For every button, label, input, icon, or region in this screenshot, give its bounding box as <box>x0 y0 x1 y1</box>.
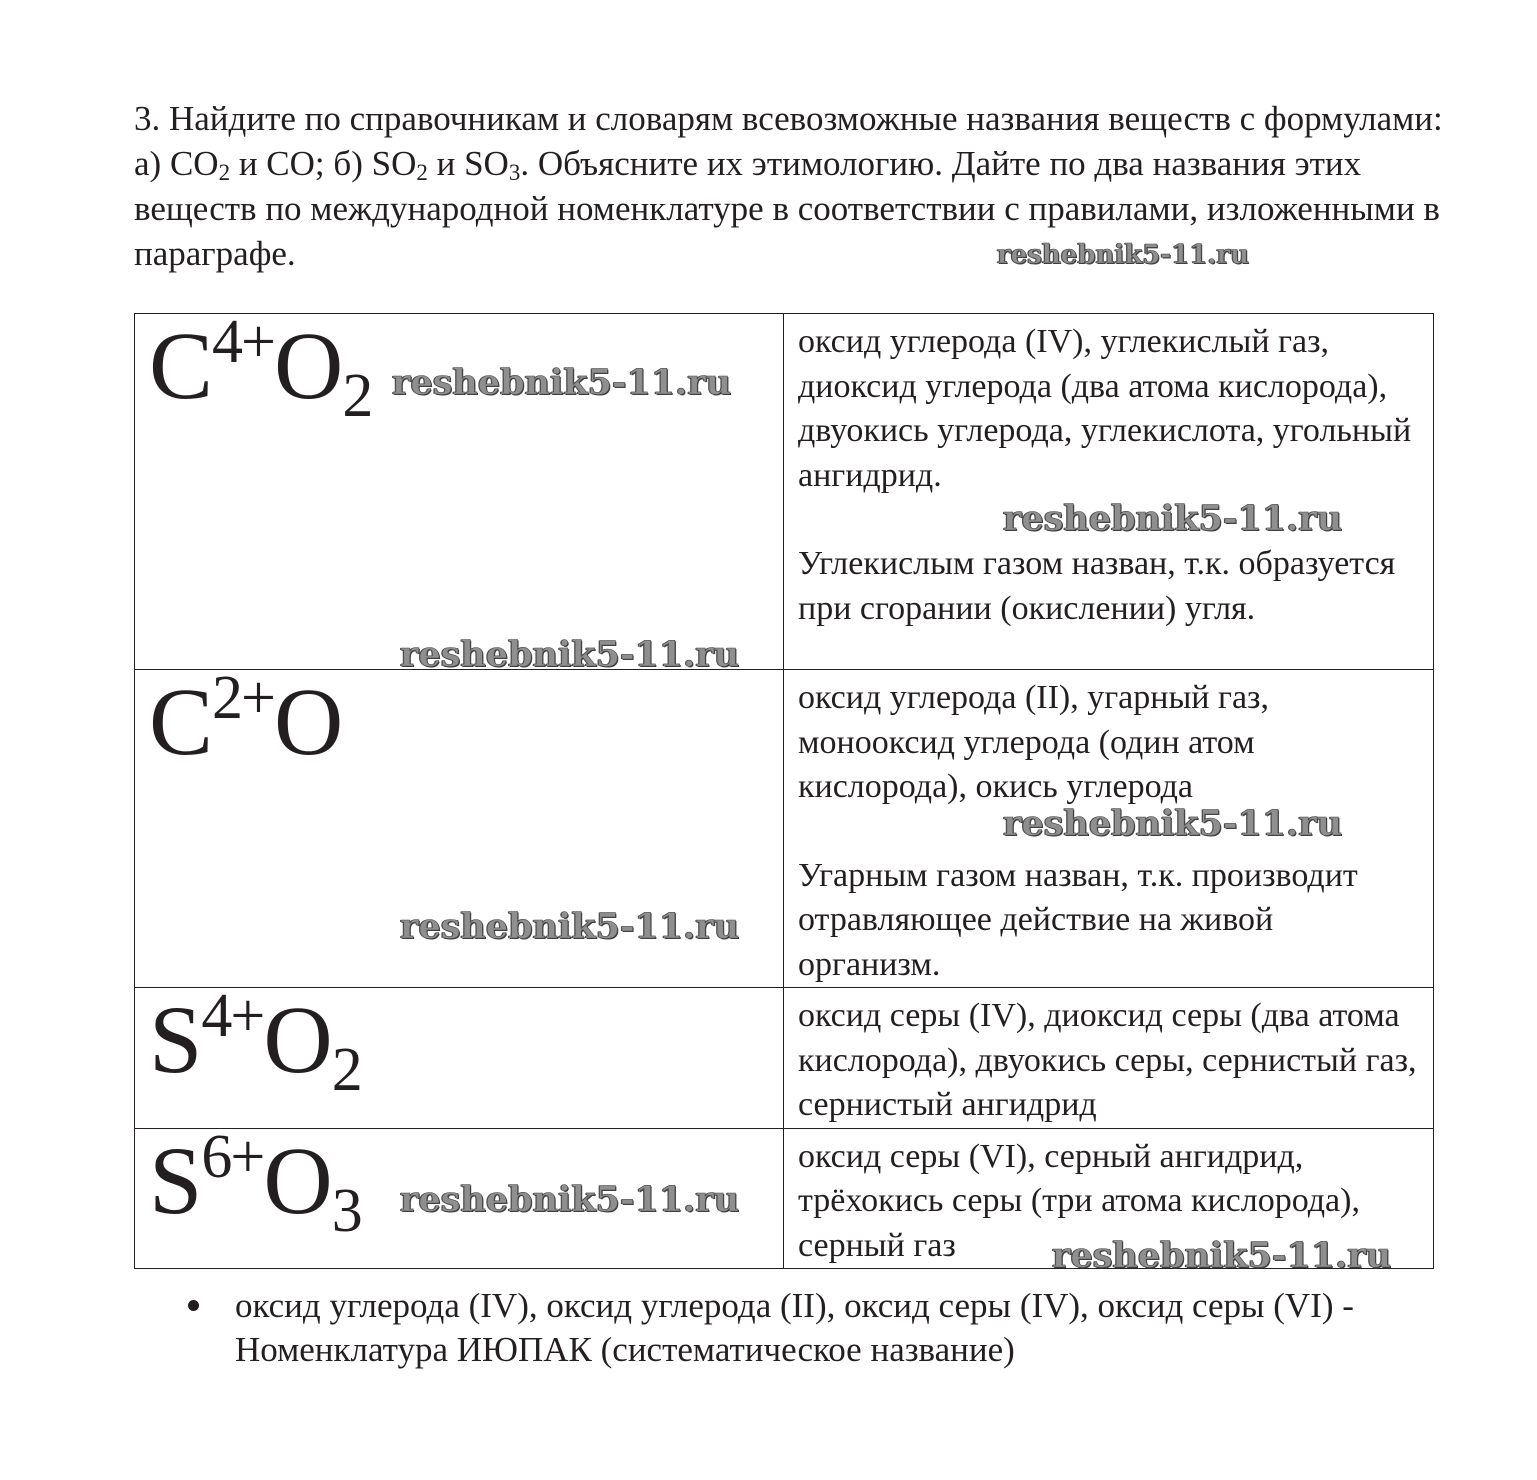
names-text: оксид углерода (IV), углекислый газ, диоксид углерода (два атома кислорода), двуокись углерода, углекислота, угольный ангидрид. <box>798 323 1412 494</box>
etymology-text: Угарным газом назван, т.к. производит отравляющее действие на живой организм. <box>798 856 1358 983</box>
bullet-icon <box>188 1300 199 1311</box>
oxidation-state: 4+ <box>201 982 264 1050</box>
oxidation-state: 6+ <box>201 1122 264 1191</box>
task-text-4: . Объясните их этимологию. Дайте по два названия этих веществ по международной номенклатуре в соответствии с правилами, изложенными в параграфе. <box>134 144 1440 273</box>
etymology-text: Углекислым газом назван, т.к. образуется при сгорании (окислении) угля. <box>798 545 1396 627</box>
description-cell <box>784 988 1434 1129</box>
names-text: оксид серы (IV), диоксид серы (два атома кислорода), двуокись серы, сернистый газ, сернистый ангидрид <box>798 997 1417 1123</box>
formula-so2 <box>135 982 783 1104</box>
watermark-logo: reshebnik5-11.ru <box>400 634 740 675</box>
element-symbol: C <box>149 668 213 775</box>
table-row <box>135 988 1434 1129</box>
oxygen-index: 3 <box>331 1176 362 1245</box>
oxygen-symbol: O <box>274 668 343 775</box>
watermark-logo: reshebnik5-11.ru <box>400 906 740 947</box>
task-sub-3: 3 <box>508 160 521 185</box>
oxidation-state: 4+ <box>212 308 274 376</box>
watermark-logo: reshebnik5-11.ru <box>400 1179 740 1220</box>
names-text: оксид углерода (II), угарный газ, монооксид углерода (один атом кислорода), окись углерода <box>798 679 1269 805</box>
task-sub-2: 2 <box>416 160 428 185</box>
oxygen-symbol: O <box>263 986 332 1093</box>
formula-co <box>135 664 783 775</box>
task-text-3: и SO <box>427 144 509 183</box>
conclusion-text: оксид углерода (IV), оксид углерода (II), оксид серы (IV), оксид серы (VI) - Номенклатура ИЮПАК (систематическое название) <box>235 1286 1354 1369</box>
element-symbol: C <box>149 312 213 419</box>
element-symbol: S <box>149 1126 202 1234</box>
oxides-table <box>134 308 1434 1269</box>
watermark-logo: reshebnik5-11.ru <box>392 362 732 403</box>
watermark-logo: reshebnik5-11.ru <box>1003 498 1343 539</box>
element-symbol: S <box>149 986 202 1093</box>
task-text-1: 3. Найдите по справочникам и словарям всевозможные названия веществ с формулами: а) CO <box>134 99 1443 183</box>
formula-cell <box>135 982 784 1129</box>
oxygen-symbol: O <box>274 312 343 419</box>
task-sub-1: 2 <box>218 160 231 185</box>
watermark-logo: reshebnik5-11.ru <box>1003 803 1343 844</box>
oxygen-index: 2 <box>331 1036 362 1104</box>
table-row <box>135 314 1434 670</box>
oxygen-symbol: O <box>263 1126 332 1234</box>
oxidation-state: 2+ <box>212 664 274 732</box>
description-cell <box>784 314 1434 670</box>
task-text-2: и CO; б) SO <box>230 144 417 183</box>
names-text: оксид серы (VI), серный ангидрид, трёхокись серы (три атома кислорода), серный газ <box>798 1137 1360 1264</box>
oxygen-index: 2 <box>342 362 373 430</box>
watermark-logo: reshebnik5-11.ru <box>997 240 1250 270</box>
watermark-logo: reshebnik5-11.ru <box>1052 1235 1392 1276</box>
